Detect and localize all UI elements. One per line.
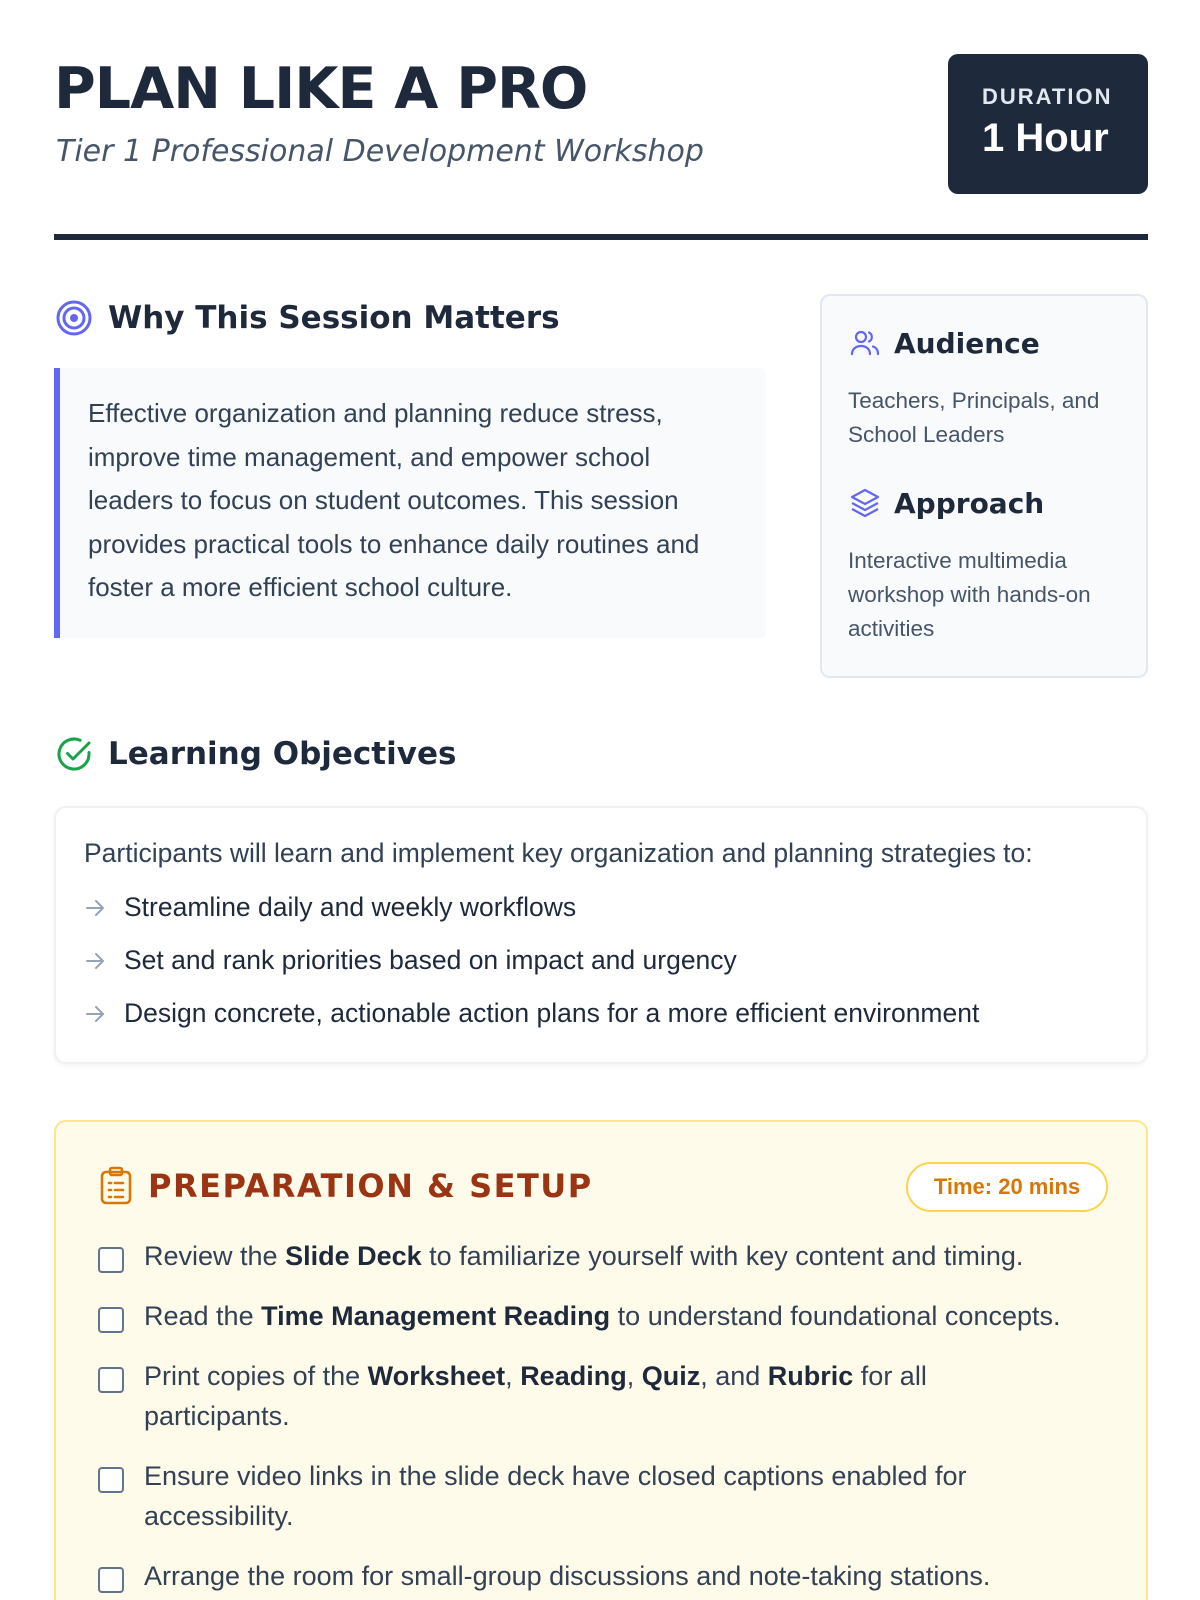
approach-heading: Approach xyxy=(894,486,1045,520)
arrow-right-icon xyxy=(84,950,124,972)
checkbox[interactable] xyxy=(98,1307,124,1333)
target-icon xyxy=(54,298,94,338)
checkbox[interactable] xyxy=(98,1467,124,1493)
checkbox[interactable] xyxy=(98,1367,124,1393)
objectives-intro: Participants will learn and implement key organization and planning strategies to: xyxy=(84,838,1033,868)
objectives-section-heading xyxy=(54,734,456,774)
duration-label: DURATION xyxy=(982,84,1113,109)
objectives-card xyxy=(54,806,1148,1064)
check-circle-icon xyxy=(54,734,94,774)
page-subtitle: Tier 1 Professional Development Workshop xyxy=(56,134,704,169)
checkbox[interactable] xyxy=(98,1567,124,1593)
prep-heading-row xyxy=(98,1166,593,1206)
session-info-card xyxy=(820,294,1148,678)
list-item xyxy=(84,945,737,976)
approach-text: Interactive multimedia workshop with hands-on activities xyxy=(848,548,1091,641)
page-title: PLAN LIKE A PRO xyxy=(54,56,588,122)
page-header xyxy=(54,52,1148,192)
checklist-item xyxy=(98,1356,978,1436)
checklist-item-text: Arrange the room for small-group discussions and note-taking stations. xyxy=(144,1561,991,1591)
checklist-item-text: Print copies of the Worksheet, Reading, Quiz, and Rubric for all participants. xyxy=(144,1361,927,1431)
duration-badge xyxy=(948,54,1148,194)
preparation-card xyxy=(54,1120,1148,1600)
list-item xyxy=(84,998,979,1029)
checklist-item-text: Review the Slide Deck to familiarize yourself with key content and timing. xyxy=(144,1241,1024,1271)
users-icon xyxy=(848,326,882,360)
objective-text: Design concrete, actionable action plans for a more efficient environment xyxy=(124,998,980,1028)
audience-heading-row xyxy=(848,326,1040,360)
duration-value: 1 Hour xyxy=(982,116,1109,160)
clipboard-icon xyxy=(98,1166,134,1206)
list-item xyxy=(84,892,576,923)
checklist-item xyxy=(98,1456,1018,1536)
header-divider xyxy=(54,234,1148,240)
why-heading: Why This Session Matters xyxy=(108,300,560,336)
prep-heading: PREPARATION & SETUP xyxy=(148,1167,593,1205)
arrow-right-icon xyxy=(84,1003,124,1025)
objectives-heading: Learning Objectives xyxy=(108,736,457,772)
why-section-heading xyxy=(54,298,560,338)
approach-heading-row xyxy=(848,486,1044,520)
checklist-item-text: Read the Time Management Reading to understand foundational concepts. xyxy=(144,1301,1061,1331)
audience-heading: Audience xyxy=(894,326,1040,360)
checklist-item xyxy=(98,1236,1108,1276)
arrow-right-icon xyxy=(84,897,124,919)
objective-text: Set and rank priorities based on impact and urgency xyxy=(124,945,737,975)
objective-text: Streamline daily and weekly workflows xyxy=(124,892,577,922)
checklist-item-text: Ensure video links in the slide deck have closed captions enabled for accessibility. xyxy=(144,1461,967,1531)
checkbox[interactable] xyxy=(98,1247,124,1273)
layers-icon xyxy=(848,486,882,520)
why-body: Effective organization and planning reduce stress, improve time management, and empower school leaders to focus on student outcomes. This session provides practical tools to enhance daily routines and foster a more efficient school culture. xyxy=(88,398,700,602)
checklist-item xyxy=(98,1556,1108,1596)
time-badge: Time: 20 mins xyxy=(906,1162,1108,1212)
why-callout xyxy=(54,368,766,638)
checklist-item xyxy=(98,1296,1108,1336)
audience-text: Teachers, Principals, and School Leaders xyxy=(848,388,1100,447)
